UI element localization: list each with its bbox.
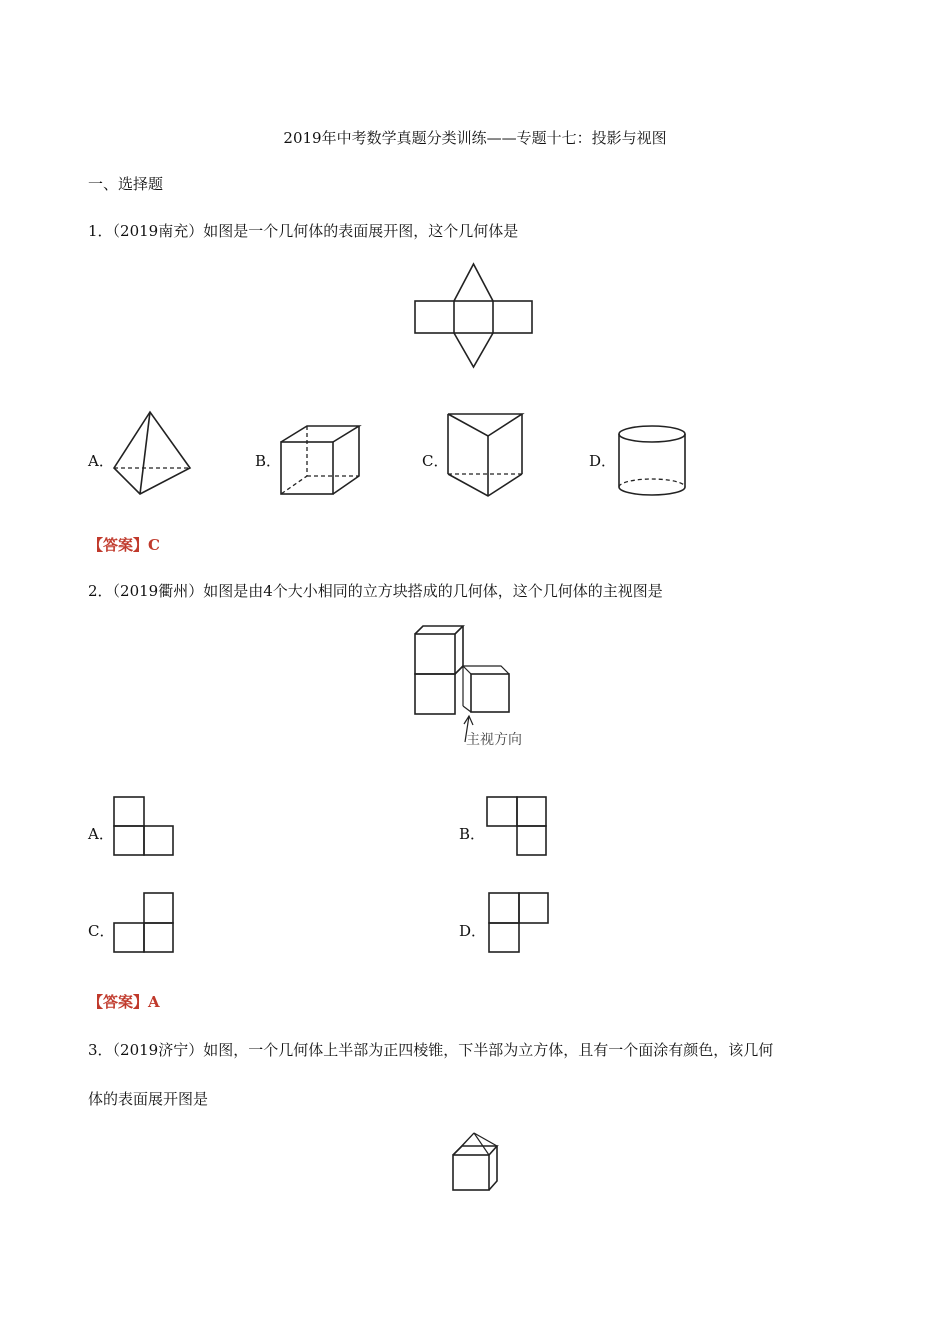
question-2-text: 2．（2019衢州）如图是由4个大小相同的立方块搭成的几何体，这个几何体的主视图是 — [88, 582, 663, 600]
answer-value: C — [148, 536, 160, 554]
q2-option-c-label[interactable]: C． — [88, 922, 115, 940]
q2-option-d-view[interactable] — [488, 892, 550, 954]
q1-net-figure — [414, 263, 534, 369]
q1-option-b-label[interactable]: B． — [255, 452, 282, 470]
cube-icon[interactable] — [279, 424, 363, 496]
answer-value: A — [148, 993, 160, 1011]
q3-pyramid-cube-figure — [450, 1131, 502, 1193]
q2-answer — [88, 992, 160, 1012]
answer-tag: 【答案】 — [88, 993, 149, 1011]
q2-option-a-label[interactable]: A． — [88, 825, 114, 843]
question-3-text-line1: 3．（2019济宁）如图，一个几何体上半部为正四棱锥，下半部为立方体，且有一个面涂有颜色，该几何 — [88, 1041, 774, 1059]
view-direction-caption: 主视方向 — [466, 732, 522, 748]
answer-tag: 【答案】 — [88, 536, 149, 554]
tetrahedron-icon[interactable] — [112, 410, 194, 496]
q2-option-d-label[interactable]: D． — [459, 922, 487, 940]
page-title: 2019年中考数学真题分类训练——专题十七：投影与视图 — [283, 129, 667, 147]
q1-option-c-label[interactable]: C． — [422, 452, 449, 470]
q2-option-c-view[interactable] — [113, 892, 175, 954]
triangular-prism-icon[interactable] — [446, 412, 524, 498]
question-3-text-line2: 体的表面展开图是 — [88, 1090, 209, 1108]
q1-option-d-label[interactable]: D． — [589, 452, 617, 470]
cylinder-icon[interactable] — [617, 424, 689, 498]
question-1-text: 1．（2019南充）如图是一个几何体的表面展开图，这个几何体是 — [88, 222, 519, 240]
section-heading: 一、选择题 — [88, 175, 164, 193]
q1-answer — [88, 535, 160, 555]
q2-option-b-view[interactable] — [486, 796, 548, 856]
q2-option-b-label[interactable]: B． — [459, 825, 486, 843]
q2-option-a-view[interactable] — [113, 796, 175, 856]
q1-option-a-label[interactable]: A． — [88, 452, 114, 470]
